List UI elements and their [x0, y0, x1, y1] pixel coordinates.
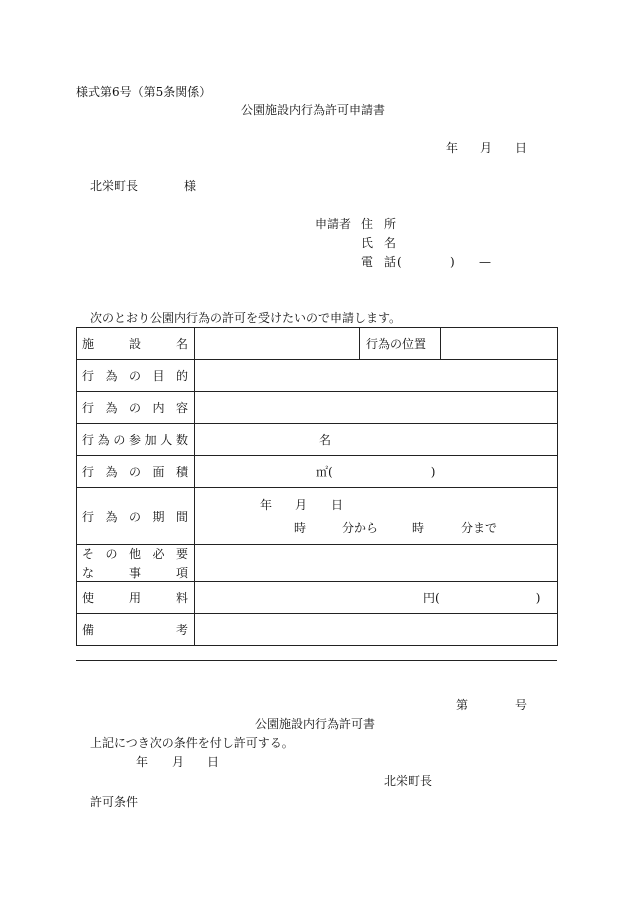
content-field[interactable] — [195, 392, 558, 424]
page-title: 公園施設内行為許可申請書 — [241, 103, 386, 117]
permit-no-prefix: 第 — [456, 698, 469, 712]
date-top-day: 日 — [515, 141, 528, 155]
row-facility — [77, 328, 558, 360]
date-top-year: 年 — [446, 141, 459, 155]
other-char-7: 事 — [128, 566, 141, 580]
row-other — [77, 545, 558, 582]
area-char-3: の — [128, 465, 141, 479]
intro-text: 次のとおり公園内行為の許可を受けたいので申請します。 — [90, 311, 402, 325]
other-char-2: の — [105, 547, 118, 561]
purpose-char-2: 為 — [105, 369, 118, 383]
purpose-char-4: 目 — [152, 369, 165, 383]
fee-unit: 円( — [423, 591, 440, 605]
facility-char-3: 名 — [175, 337, 188, 351]
other-char-5: 要 — [175, 547, 188, 561]
area-char-2: 為 — [105, 465, 118, 479]
permit-date-month: 月 — [172, 755, 185, 769]
participants-unit: 名 — [319, 433, 332, 447]
period-char-2: 為 — [105, 509, 118, 524]
row-remarks — [77, 614, 558, 646]
period-char-3: の — [128, 509, 141, 524]
fee-char-1: 使 — [82, 591, 95, 605]
period-field[interactable] — [195, 488, 558, 545]
phone-label-2: 話 — [384, 255, 397, 269]
participants-char-4: 参 — [128, 433, 141, 447]
purpose-field[interactable] — [195, 360, 558, 392]
phone-close-paren: ) — [450, 255, 455, 269]
period-min-from: 分から — [342, 521, 379, 535]
participants-char-1: 行 — [82, 433, 95, 447]
name-label-1: 氏 — [361, 236, 374, 250]
phone-open-paren: ( — [397, 255, 402, 269]
fee-close-paren: ) — [535, 591, 541, 605]
phone-dash: — — [479, 255, 491, 269]
purpose-char-1: 行 — [82, 369, 95, 383]
addressee-name: 北栄町長 — [90, 179, 139, 193]
row-purpose — [77, 360, 558, 392]
participants-char-2: 為 — [97, 433, 110, 447]
remarks-char-1: 備 — [82, 623, 95, 637]
permit-text: 上記につき次の条件を付し許可する。 — [90, 736, 294, 750]
remarks-field[interactable] — [195, 614, 558, 646]
permit-no-suffix: 号 — [515, 698, 528, 712]
participants-char-5: 加 — [144, 433, 157, 447]
other-field[interactable] — [195, 545, 558, 582]
other-char-3: 他 — [128, 547, 141, 561]
name-label-2: 名 — [384, 236, 397, 250]
remarks-char-2: 考 — [175, 623, 188, 637]
address-label-2: 所 — [384, 217, 397, 231]
area-field[interactable] — [195, 456, 558, 488]
row-participants — [77, 424, 558, 456]
facility-char-2: 設 — [128, 337, 141, 351]
address-label-1: 住 — [361, 217, 374, 231]
purpose-char-3: の — [128, 369, 141, 383]
row-period — [77, 488, 558, 545]
period-hour-from: 時 — [294, 521, 307, 535]
period-min-to: 分まで — [461, 521, 498, 535]
area-close-paren: ) — [430, 465, 436, 479]
permit-title: 公園施設内行為許可書 — [255, 717, 376, 731]
period-char-4: 期 — [152, 509, 165, 524]
row-area — [77, 456, 558, 488]
other-char-8: 項 — [175, 566, 188, 580]
permit-conditions: 許可条件 — [90, 795, 139, 809]
period-char-5: 間 — [175, 509, 188, 524]
permit-date-year: 年 — [136, 755, 149, 769]
content-char-2: 為 — [105, 401, 118, 415]
area-char-4: 面 — [152, 465, 165, 479]
participants-char-6: 人 — [160, 433, 173, 447]
fee-char-3: 料 — [175, 591, 188, 605]
period-year: 年 — [260, 498, 273, 512]
content-char-1: 行 — [82, 401, 95, 415]
other-char-1: そ — [82, 547, 95, 561]
period-char-1: 行 — [82, 509, 95, 524]
participants-char-7: 数 — [175, 433, 188, 447]
period-hour-to: 時 — [412, 521, 425, 535]
area-char-5: 積 — [175, 465, 188, 479]
row-content — [77, 392, 558, 424]
other-char-4: 必 — [152, 547, 165, 561]
other-char-6: な — [82, 566, 95, 580]
purpose-char-5: 的 — [175, 369, 188, 383]
participants-char-3: の — [113, 433, 126, 447]
addressee-honorific: 様 — [184, 179, 197, 193]
content-char-3: の — [128, 401, 141, 415]
application-table — [76, 327, 558, 646]
fee-field[interactable] — [195, 582, 558, 614]
period-month: 月 — [295, 498, 308, 512]
form-number: 様式第6号（第5条関係） — [76, 85, 212, 99]
permit-date-day: 日 — [207, 755, 220, 769]
applicant-label: 申請者 — [315, 217, 352, 231]
permit-issuer: 北栄町長 — [384, 774, 433, 788]
row-fee — [77, 582, 558, 614]
area-unit: ㎡( — [316, 465, 333, 479]
facility-name-field[interactable] — [195, 328, 360, 360]
phone-label-1: 電 — [361, 255, 374, 269]
content-char-5: 容 — [175, 401, 188, 415]
participants-field[interactable] — [195, 424, 558, 456]
facility-char-1: 施 — [82, 337, 95, 351]
fee-char-2: 用 — [128, 591, 141, 605]
date-top-month: 月 — [480, 141, 493, 155]
area-char-1: 行 — [82, 465, 95, 479]
section-divider — [76, 660, 557, 661]
content-char-4: 内 — [152, 401, 165, 415]
location-field[interactable] — [441, 328, 558, 360]
location-label: 行為の位置 — [366, 337, 427, 351]
period-day: 日 — [331, 498, 344, 512]
